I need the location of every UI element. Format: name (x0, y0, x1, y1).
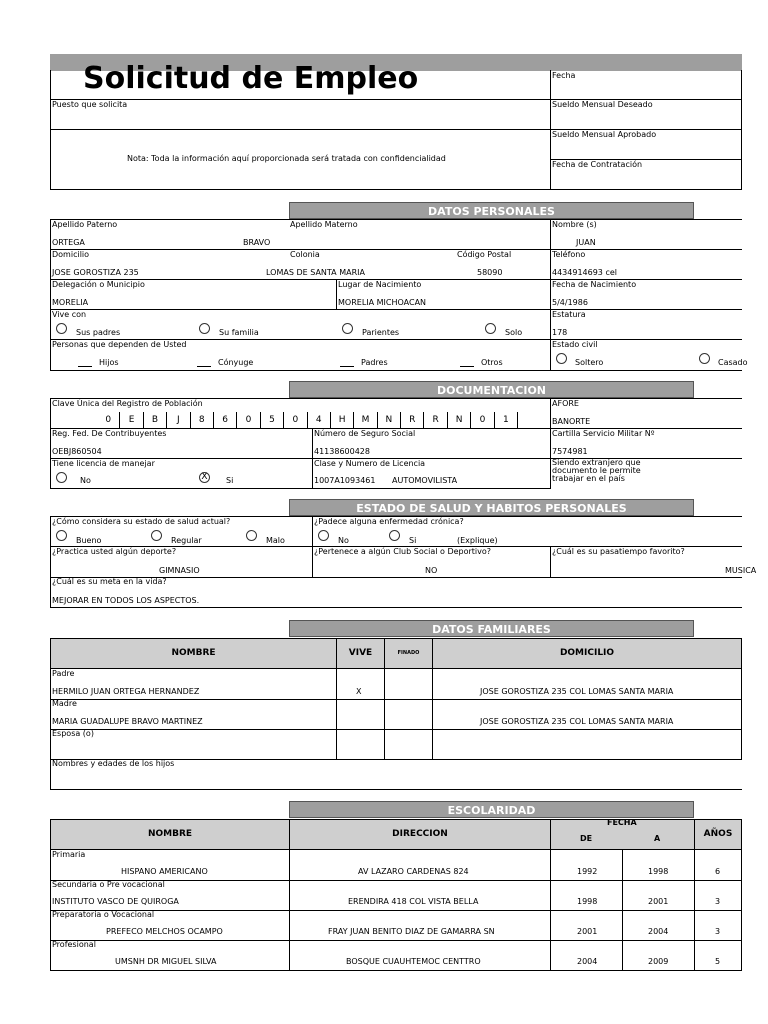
esc-row-a: 1998 (648, 867, 669, 876)
esc-row-label: Primaria (52, 850, 86, 859)
licencia-no-radio[interactable] (56, 472, 67, 483)
cronica-si-label: Si (409, 536, 417, 545)
vive-solo-label: Solo (505, 328, 523, 337)
estado-civil-label: Estado civil (552, 340, 598, 349)
curp-char: 1 (495, 412, 518, 428)
salud-malo-label: Malo (266, 536, 285, 545)
curp-char: J (167, 412, 190, 428)
esc-row-direccion: FRAY JUAN BENITO DIAZ DE GAMARRA SN (328, 927, 495, 936)
curp-char: 0 (237, 412, 260, 428)
cartilla-value: 7574981 (552, 447, 588, 456)
salud-malo-radio[interactable] (246, 530, 257, 541)
esc-row-a: 2004 (648, 927, 669, 936)
curp-char: B (144, 412, 167, 428)
licencia-si-radio[interactable]: X (199, 472, 210, 483)
esc-row-anos: 3 (715, 927, 721, 936)
col-esc-fecha: FECHA (607, 818, 637, 827)
nss-value: 41138600428 (314, 447, 370, 456)
curp-char: 8 (191, 412, 214, 428)
curp-char: 5 (261, 412, 284, 428)
esc-row-nombre: UMSNH DR MIGUEL SILVA (115, 957, 217, 966)
cronica-si-radio[interactable] (389, 530, 400, 541)
col-fam-vive: VIVE (336, 638, 385, 669)
curp-char: R (401, 412, 424, 428)
colonia-value: LOMAS DE SANTA MARIA (266, 268, 365, 277)
meta-label: ¿Cuál es su meta en la vida? (52, 577, 167, 586)
madre-label: Madre (52, 699, 77, 708)
esc-row-direccion: AV LAZARO CARDENAS 824 (358, 867, 469, 876)
cp-value: 58090 (477, 268, 503, 277)
madre-nombre: MARIA GUADALUPE BRAVO MARTINEZ (52, 717, 203, 726)
cronica-label: ¿Padece alguna enfermedad crónica? (314, 517, 464, 526)
puesto-label: Puesto que solicita (52, 100, 128, 109)
curp-char: 6 (214, 412, 237, 428)
pasatiempo-label: ¿Cuál es su pasatiempo favorito? (552, 547, 685, 556)
vive-solo-radio[interactable] (485, 323, 496, 334)
esc-row-a: 2009 (648, 957, 669, 966)
telefono-label: Teléfono (552, 250, 586, 259)
vive-parientes-radio[interactable] (342, 323, 353, 334)
rfc-label: Reg. Fed. De Contribuyentes (52, 429, 167, 438)
vive-padres-label: Sus padres (76, 328, 121, 337)
dep-otros-label: Otros (481, 358, 503, 367)
esc-row-nombre: HISPANO AMERICANO (121, 867, 208, 876)
vive-familia-radio[interactable] (199, 323, 210, 334)
curp-char: H (331, 412, 354, 428)
licencia-si-label: Si (226, 476, 234, 485)
section-datos-familiares: DATOS FAMILIARES (289, 620, 694, 637)
extranjero-label-1: Siendo extranjero que (552, 458, 641, 467)
esc-row-de: 1998 (577, 897, 598, 906)
vive-padres-radio[interactable] (56, 323, 67, 334)
fecha-contratacion-label: Fecha de Contratación (552, 160, 643, 169)
curp-char: 0 (97, 412, 120, 428)
domicilio-label: Domicilio (52, 250, 90, 259)
delegacion-label: Delegación o Municipio (52, 280, 145, 289)
salud-bueno-radio[interactable] (56, 530, 67, 541)
section-escolaridad: ESCOLARIDAD (289, 801, 694, 818)
nss-label: Número de Seguro Social (314, 429, 416, 438)
deporte-label: ¿Practica usted algún deporte? (52, 547, 177, 556)
meta-value: MEJORAR EN TODOS LOS ASPECTOS. (52, 596, 200, 605)
club-label: ¿Pertenece a algún Club Social o Deportivo? (314, 547, 492, 556)
clase-tipo-value: AUTOMOVILISTA (392, 476, 458, 485)
estatura-label: Estatura (552, 310, 586, 319)
afore-label: AFORE (552, 399, 579, 408)
col-esc-a: A (654, 834, 661, 843)
col-fam-domicilio: DOMICILIO (432, 638, 742, 669)
dependen-label: Personas que dependen de Usted (52, 340, 187, 349)
madre-domicilio: JOSE GOROSTIZA 235 COL LOMAS SANTA MARIA (480, 717, 674, 726)
apellido-materno-value: BRAVO (243, 238, 271, 247)
sueldo-deseado-label: Sueldo Mensual Deseado (552, 100, 653, 109)
esc-row-a: 2001 (648, 897, 669, 906)
section-documentacion: DOCUMENTACION (289, 381, 694, 398)
licencia-no-label: No (80, 476, 91, 485)
esc-row-label: Preparatoria o Vocacional (52, 910, 155, 919)
page-title: Solicitud de Empleo (83, 61, 419, 96)
colonia-label: Colonia (290, 250, 320, 259)
curp-boxes (97, 412, 518, 428)
dep-conyuge-label: Cónyuge (218, 358, 254, 367)
soltero-radio[interactable] (556, 353, 567, 364)
dep-padres-label: Padres (361, 358, 388, 367)
extranjero-label-2: documento le permite (552, 466, 641, 475)
delegacion-value: MORELIA (52, 298, 89, 307)
telefono-value: 4434914693 cel (552, 268, 617, 277)
esposa-label: Esposa (o) (52, 729, 94, 738)
curp-char: E (120, 412, 143, 428)
domicilio-value: JOSE GOROSTIZA 235 (52, 268, 139, 277)
licencia-label: Tiene licencia de manejar (52, 459, 155, 468)
soltero-label: Soltero (575, 358, 604, 367)
lugar-nac-value: MORELIA MICHOACAN (338, 298, 427, 307)
confidencialidad-note: Nota: Toda la información aquí proporcionada será tratada con confidencialidad (127, 154, 446, 163)
esc-row-nombre: PREFECO MELCHOS OCAMPO (106, 927, 223, 936)
cronica-no-radio[interactable] (318, 530, 329, 541)
curp-char: 4 (308, 412, 331, 428)
col-fam-finado: FINADO (384, 638, 433, 669)
esc-row-de: 1992 (577, 867, 598, 876)
vive-con-label: Vive con (52, 310, 87, 319)
curp-char: N (378, 412, 401, 428)
estado-salud-label: ¿Cómo considera su estado de salud actual? (52, 517, 231, 526)
col-esc-anos: AÑOS (694, 819, 742, 850)
esc-row-anos: 3 (715, 897, 721, 906)
casado-label: Casado (718, 358, 748, 367)
vive-familia-label: Su familia (219, 328, 259, 337)
curp-char: R (424, 412, 447, 428)
salud-regular-label: Regular (171, 536, 202, 545)
clase-label: Clase y Numero de Licencia (314, 459, 426, 468)
col-fam-nombre: NOMBRE (50, 638, 337, 669)
esc-row-de: 2004 (577, 957, 598, 966)
estatura-value: 178 (552, 328, 568, 337)
club-value: NO (425, 566, 438, 575)
padre-domicilio: JOSE GOROSTIZA 235 COL LOMAS SANTA MARIA (480, 687, 674, 696)
esc-row-direccion: BOSQUE CUAUHTEMOC CENTTRO (346, 957, 481, 966)
esc-row-label: Profesional (52, 940, 96, 949)
curp-char: 0 (471, 412, 494, 428)
curp-char: 0 (284, 412, 307, 428)
apellido-paterno-value: ORTEGA (52, 238, 85, 247)
col-esc-direccion: DIRECCION (289, 819, 551, 850)
sueldo-aprobado-label: Sueldo Mensual Aprobado (552, 130, 657, 139)
cartilla-label: Cartilla Servicio Militar Nº (552, 429, 655, 438)
dep-hijos-label: Hijos (99, 358, 119, 367)
cp-label: Código Postal (457, 250, 512, 259)
esc-row-anos: 5 (715, 957, 721, 966)
curp-char: M (354, 412, 377, 428)
casado-radio[interactable] (699, 353, 710, 364)
deporte-value: GIMNASIO (159, 566, 200, 575)
padre-label: Padre (52, 669, 75, 678)
fecha-label: Fecha (552, 71, 576, 80)
esc-row-direccion: ERENDIRA 418 COL VISTA BELLA (348, 897, 479, 906)
hijos-label: Nombres y edades de los hijos (52, 759, 175, 768)
apellido-paterno-label: Apellido Paterno (52, 220, 118, 229)
esc-row-nombre: INSTITUTO VASCO DE QUIROGA (52, 897, 179, 906)
rfc-value: OEBJ860504 (52, 447, 102, 456)
section-datos-personales: DATOS PERSONALES (289, 202, 694, 219)
nombre-label: Nombre (s) (552, 220, 597, 229)
esc-row-label: Secundaria o Pre vocacional (52, 880, 165, 889)
nombre-value: JUAN (576, 238, 596, 247)
section-estado-salud: ESTADO DE SALUD Y HABITOS PERSONALES (289, 499, 694, 516)
clase-value: 1007A1093461 (314, 476, 376, 485)
esc-row-de: 2001 (577, 927, 598, 936)
col-esc-de: DE (580, 834, 593, 843)
lugar-nac-label: Lugar de Nacimiento (338, 280, 422, 289)
cronica-no-label: No (338, 536, 349, 545)
esc-row-anos: 6 (715, 867, 721, 876)
extranjero-label-3: trabajar en el país (552, 474, 625, 483)
fecha-nac-value: 5/4/1986 (552, 298, 588, 307)
apellido-materno-label: Apellido Materno (290, 220, 358, 229)
curp-label: Clave Única del Registro de Población (52, 399, 203, 408)
salud-regular-radio[interactable] (151, 530, 162, 541)
padre-vive: X (356, 687, 362, 696)
vive-parientes-label: Parientes (362, 328, 400, 337)
fecha-nac-label: Fecha de Nacimiento (552, 280, 637, 289)
padre-nombre: HERMILO JUAN ORTEGA HERNANDEZ (52, 687, 200, 696)
cronica-explique-label: (Explique) (457, 536, 498, 545)
curp-char: N (448, 412, 471, 428)
col-esc-nombre: NOMBRE (50, 819, 290, 850)
pasatiempo-value: MUSICA (725, 566, 757, 575)
salud-bueno-label: Bueno (76, 536, 102, 545)
afore-value: BANORTE (552, 417, 591, 426)
